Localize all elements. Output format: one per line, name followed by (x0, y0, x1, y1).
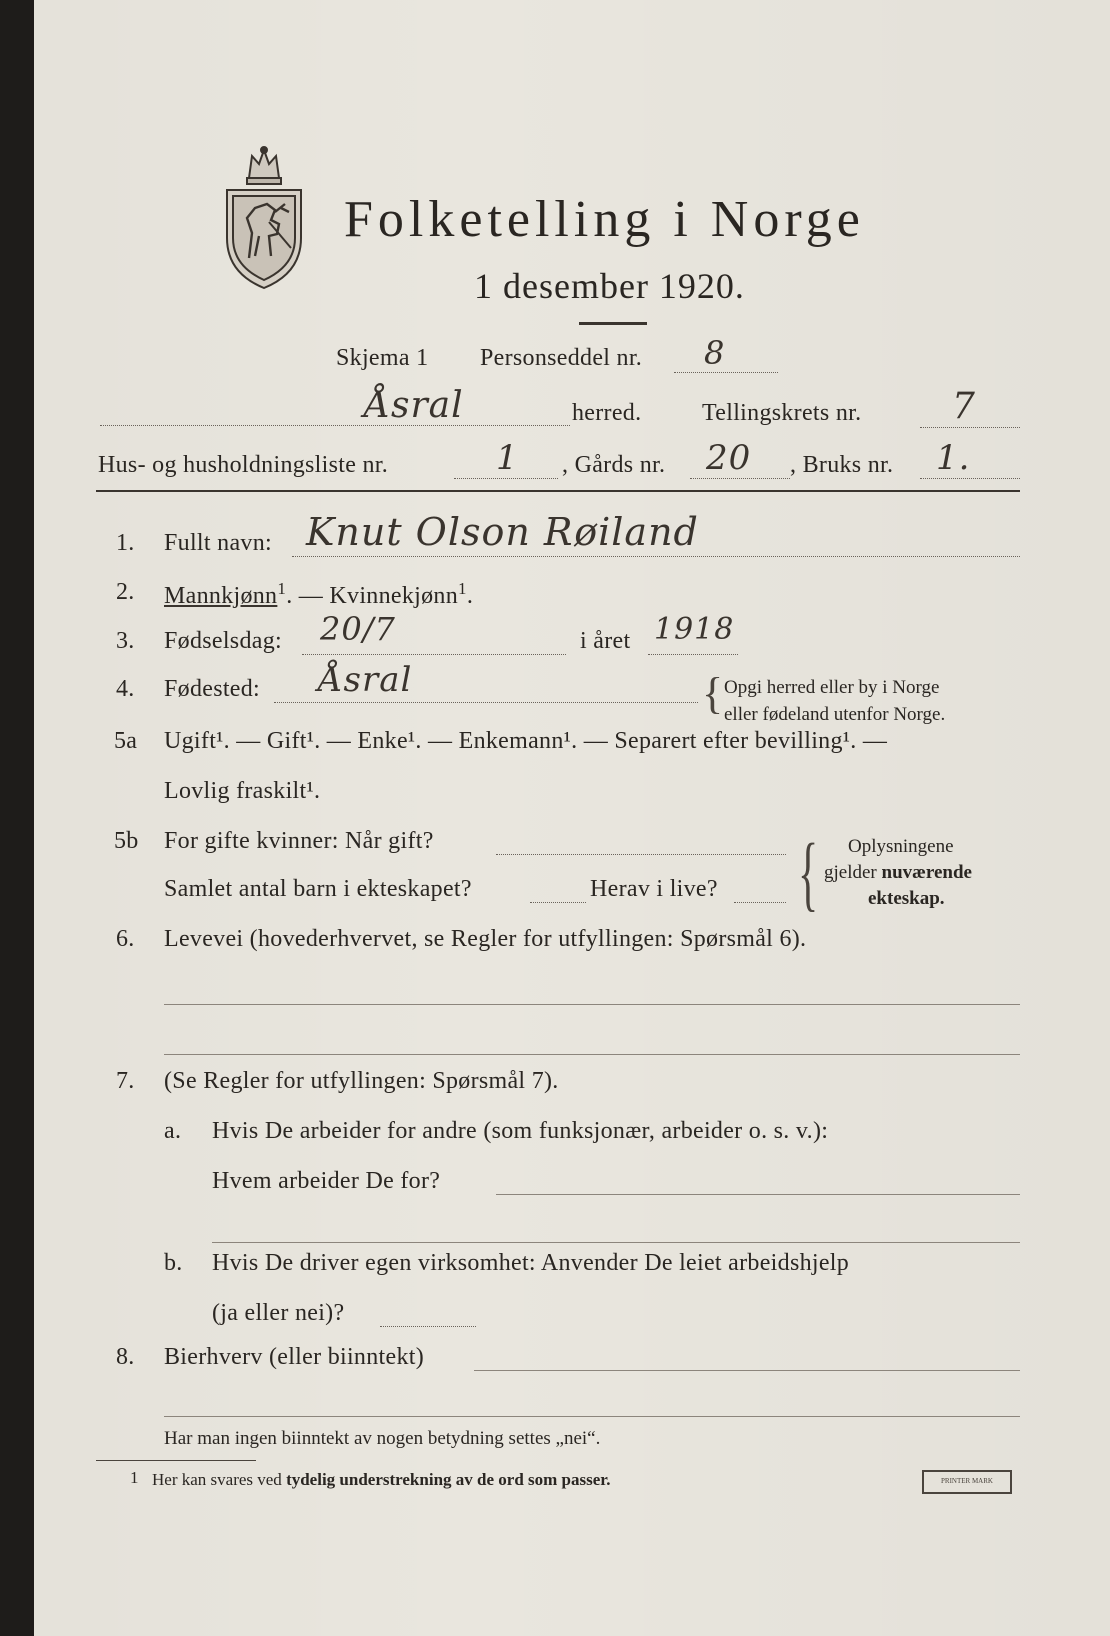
herred-label: herred. (572, 400, 642, 426)
children-line (530, 902, 586, 903)
q2-number: 2. (116, 579, 135, 605)
q8-number: 8. (116, 1344, 135, 1370)
gender-options: Mannkjønn$^1$. — Kvinnekjønn$^1$. (164, 579, 474, 609)
alive-line (734, 902, 786, 903)
q5b-number: 5b (114, 828, 139, 854)
occupation-line-2[interactable] (164, 1054, 1020, 1055)
marital-status-options[interactable]: Ugift¹. — Gift¹. — Enke¹. — Enkemann¹. — Separert efter bevilling¹. — (164, 728, 888, 754)
census-form-sheet (34, 0, 1110, 1636)
birthday-line (302, 654, 566, 655)
tellingskrets-value[interactable]: 7 (952, 386, 976, 427)
q4-bracket: { (702, 669, 724, 718)
herred-line (100, 425, 570, 426)
side-income-line-2[interactable] (164, 1416, 1020, 1417)
bruks-line (920, 478, 1020, 479)
footnote-text: Her kan svares ved tydelig understrekning av de ord som passer. (152, 1470, 611, 1489)
personseddel-line (674, 372, 778, 373)
skjema-label: Skjema 1 (336, 345, 429, 371)
q5a-number: 5a (114, 728, 138, 754)
marital-status-divorced[interactable]: Lovlig fraskilt¹. (164, 778, 321, 804)
q6-label: Levevei (hovederhvervet, se Regler for utfyllingen: Spørsmål 6). (164, 926, 807, 952)
option-mannkjonn[interactable]: Mannkjønn (164, 583, 278, 609)
employer-line-2[interactable] (212, 1242, 1020, 1243)
footnote-ref: 1 (458, 579, 467, 598)
husliste-label: Hus- og husholdningsliste nr. (98, 452, 389, 478)
birthplace-line (274, 702, 698, 703)
q7-label: (Se Regler for utfyllingen: Spørsmål 7). (164, 1068, 559, 1094)
q7a-line1: Hvis De arbeider for andre (som funksjonær, arbeider o. s. v.): (212, 1118, 829, 1144)
q1-label: Fullt navn: (164, 530, 272, 556)
gards-label: , Gårds nr. (562, 452, 666, 478)
q6-number: 6. (116, 926, 135, 952)
bruks-value[interactable]: 1. (936, 438, 971, 478)
husliste-value[interactable]: 1 (496, 438, 519, 478)
q4-note-line2: eller fødeland utenfor Norge. (724, 704, 946, 725)
title-divider (579, 322, 647, 325)
q5b-married-when: For gifte kvinner: Når gift? (164, 828, 434, 854)
footnote-ref: 1 (277, 579, 287, 598)
year-line (648, 654, 738, 655)
q1-number: 1. (116, 530, 135, 556)
hired-help-line[interactable] (380, 1326, 476, 1327)
tellingskrets-line (920, 427, 1020, 428)
printer-stamp: PRINTER MARK (922, 1470, 1012, 1494)
bruks-label: , Bruks nr. (790, 452, 894, 478)
birth-year-value[interactable]: 1918 (654, 612, 735, 647)
side-income-line[interactable] (474, 1370, 1020, 1371)
q1-line (292, 556, 1020, 557)
norwegian-coat-of-arms-icon (219, 138, 309, 293)
q4-label: Fødested: (164, 676, 261, 702)
q5b-note-line3: ekteskap. (868, 888, 945, 909)
birthday-value[interactable]: 20/7 (320, 610, 396, 648)
footnote-rule (96, 1460, 256, 1461)
q5b-children-label: Samlet antal barn i ekteskapet? (164, 876, 472, 902)
q4-note-line1: Opgi herred eller by i Norge (724, 677, 940, 698)
q8-label: Bierhverv (eller biinntekt) (164, 1344, 425, 1370)
q8-note: Har man ingen biinntekt av nogen betydning settes „nei“. (164, 1428, 601, 1449)
q7b-line2: (ja eller nei)? (212, 1300, 345, 1326)
option-kvinnekjonn[interactable]: . — Kvinnekjønn (286, 583, 459, 609)
footnote-mark: 1 (130, 1468, 139, 1487)
year-label: i året (580, 628, 631, 654)
personseddel-value[interactable]: 8 (704, 334, 726, 372)
tellingskrets-label: Tellingskrets nr. (702, 400, 862, 426)
employer-line[interactable] (496, 1194, 1020, 1195)
q4-number: 4. (116, 676, 135, 702)
married-when-line (496, 854, 786, 855)
birthplace-value[interactable]: Åsral (318, 660, 413, 700)
herred-value[interactable]: Åsral (364, 385, 464, 426)
personseddel-label: Personseddel nr. (480, 345, 643, 371)
gards-line (690, 478, 790, 479)
occupation-line-1[interactable] (164, 1004, 1020, 1005)
q3-number: 3. (116, 628, 135, 654)
gards-value[interactable]: 20 (706, 438, 752, 478)
form-title: Folketelling i Norge (344, 191, 865, 248)
q7a-line2: Hvem arbeider De for? (212, 1168, 441, 1194)
q7a-letter: a. (164, 1118, 182, 1144)
census-date: 1 desember 1920. (474, 266, 745, 306)
q7-number: 7. (116, 1068, 135, 1094)
full-name-value[interactable]: Knut Olson Røiland (306, 510, 699, 554)
q5b-bracket: { (798, 827, 819, 920)
q5b-note-line1: Oplysningene (848, 836, 954, 857)
q5b-alive-label: Herav i live? (590, 876, 718, 902)
header-divider (96, 490, 1020, 492)
q3-label: Fødselsdag: (164, 628, 282, 654)
q7b-letter: b. (164, 1250, 183, 1276)
husliste-line (454, 478, 558, 479)
q5b-note-line2: gjelder nuværende (824, 862, 972, 883)
q7b-line1: Hvis De driver egen virksomhet: Anvender De leiet arbeidshjelp (212, 1250, 850, 1276)
